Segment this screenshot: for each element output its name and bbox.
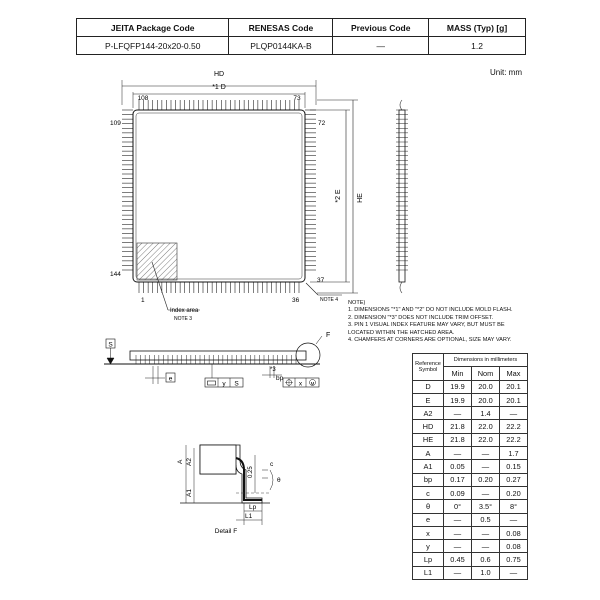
spec-cell-max: 0.15 <box>500 460 528 473</box>
spec-cell-nom: — <box>472 526 500 539</box>
pin-72-label: 72 <box>318 120 326 127</box>
note-item-5: 4. CHAMFERS AT CORNERS ARE OPTIONAL, SIZE MAY VARY. <box>348 337 512 344</box>
note-item-3: 3. PIN 1 VISUAL INDEX FEATURE MAY VARY, BUT MUST BE <box>348 322 505 329</box>
edge-side-view <box>396 100 408 293</box>
jeita-header: JEITA Package Code <box>77 19 229 37</box>
unit-label: Unit: mm <box>490 68 522 77</box>
jeita-value: P-LFQFP144-20x20-0.50 <box>77 37 229 55</box>
detail-l1-label: L1 <box>245 513 253 520</box>
index-hatched-area <box>137 243 177 280</box>
spec-cell-min: 21.8 <box>444 433 472 446</box>
spec-cell-sym: D <box>413 380 444 393</box>
spec-cell-max: — <box>500 513 528 526</box>
spec-cell-sym: E <box>413 393 444 406</box>
spec-cell-max: 0.20 <box>500 486 528 499</box>
renesas-value: PLQP0144KA-B <box>229 37 333 55</box>
spec-cell-max: 0.75 <box>500 553 528 566</box>
spec-ref-header: Reference Symbol <box>413 354 444 381</box>
spec-cell-sym: L1 <box>413 566 444 579</box>
spec-cell-min: — <box>444 513 472 526</box>
pin-36-label: 36 <box>292 297 300 304</box>
detail-a1-label: A1 <box>186 489 193 497</box>
spec-cell-nom: 0.5 <box>472 513 500 526</box>
spec-cell-max: 20.1 <box>500 393 528 406</box>
spec-max-header: Max <box>500 367 528 380</box>
spec-nom-header: Nom <box>472 367 500 380</box>
spec-cell-min: 0.45 <box>444 553 472 566</box>
table-row <box>413 540 528 553</box>
star3-label: *3 <box>270 367 276 373</box>
spec-cell-max: — <box>500 566 528 579</box>
note-item-2: 2. DIMENSION "*3" DOES NOT INCLUDE TRIM OFFSET. <box>348 314 494 321</box>
detail-a2-label: A2 <box>186 458 193 466</box>
spec-dims-header: Dimensions in millimeters <box>444 354 528 367</box>
flatness-y: y <box>222 380 226 388</box>
d-label: *1 D <box>212 84 226 91</box>
table-row <box>413 447 528 460</box>
hd-label: HD <box>213 71 225 78</box>
theta-arc <box>270 470 273 490</box>
top-view <box>110 71 364 322</box>
spec-cell-min: 0.09 <box>444 486 472 499</box>
spec-cell-sym: A1 <box>413 460 444 473</box>
detail-f-leader <box>316 336 322 344</box>
pin-109-label: 109 <box>110 120 121 127</box>
spec-cell-min: — <box>444 447 472 460</box>
spec-cell-min: 21.8 <box>444 420 472 433</box>
table-row <box>413 513 528 526</box>
bp-label: bp <box>276 375 284 382</box>
spec-cell-max: 1.7 <box>500 447 528 460</box>
table-row <box>413 380 528 393</box>
note-item-4: LOCATED WITHIN THE HATCHED AREA. <box>348 329 455 336</box>
spec-cell-nom: 1.0 <box>472 566 500 579</box>
mass-value: 1.2 <box>429 37 526 55</box>
flatness-s: S <box>234 380 239 388</box>
side-body <box>130 351 306 360</box>
spec-cell-min: 0.05 <box>444 460 472 473</box>
spec-cell-nom: 0.6 <box>472 553 500 566</box>
table-row <box>413 526 528 539</box>
spec-cell-sym: θ <box>413 500 444 513</box>
notes-block <box>348 300 513 344</box>
detail-gauge-label: 0.25 <box>248 466 254 478</box>
detail-f-ref: F <box>326 332 331 339</box>
pin-144-label: 144 <box>110 271 121 278</box>
table-row <box>413 500 528 513</box>
spec-cell-min: 0.17 <box>444 473 472 486</box>
datum-s-arrow <box>107 348 114 364</box>
detail-a-label: A <box>177 459 184 464</box>
spec-cell-nom: 20.0 <box>472 380 500 393</box>
spec-cell-min: 19.9 <box>444 393 472 406</box>
spec-cell-max: 20.1 <box>500 380 528 393</box>
mass-header: MASS (Typ) [g] <box>429 19 526 37</box>
previous-header: Previous Code <box>333 19 429 37</box>
spec-cell-min: — <box>444 540 472 553</box>
pin-37-label: 37 <box>317 277 325 284</box>
previous-value: — <box>333 37 429 55</box>
leads-top <box>139 100 299 110</box>
pin-108-label: 108 <box>137 95 149 102</box>
spec-cell-sym: Lp <box>413 553 444 566</box>
spec-cell-max: 8° <box>500 500 528 513</box>
spec-cell-max: — <box>500 407 528 420</box>
table-row <box>413 407 528 420</box>
spec-cell-sym: HE <box>413 433 444 446</box>
spec-cell-sym: A2 <box>413 407 444 420</box>
notes-title: NOTE) <box>348 300 366 306</box>
leads-left <box>122 110 133 270</box>
mmc-m: M <box>310 380 315 386</box>
spec-cell-sym: y <box>413 540 444 553</box>
spec-cell-sym: A <box>413 447 444 460</box>
he-label: HE <box>357 193 364 203</box>
pin-73-label: 73 <box>293 95 301 102</box>
index-area-label: Index area <box>170 308 199 314</box>
leads-right <box>305 110 316 270</box>
spec-cell-nom: — <box>472 486 500 499</box>
note4-label: NOTE 4 <box>320 297 339 303</box>
dimensions-table <box>412 353 528 580</box>
front-side-view <box>104 332 330 388</box>
spec-cell-nom: 20.0 <box>472 393 500 406</box>
spec-cell-nom: 22.0 <box>472 420 500 433</box>
detail-body <box>200 445 236 474</box>
note-item-1: 1. DIMENSIONS "*1" AND "*2" DO NOT INCLUDE MOLD FLASH. <box>348 307 513 314</box>
detail-f-title: Detail F <box>214 528 238 535</box>
table-row <box>413 553 528 566</box>
spec-cell-sym: HD <box>413 420 444 433</box>
detail-f-view <box>177 445 281 535</box>
table-row <box>413 566 528 579</box>
table-row <box>413 420 528 433</box>
spec-cell-nom: — <box>472 460 500 473</box>
spec-cell-min: — <box>444 566 472 579</box>
spec-cell-sym: e <box>413 513 444 526</box>
detail-theta-label: θ <box>277 477 281 484</box>
spec-cell-nom: 22.0 <box>472 433 500 446</box>
leads-bottom <box>139 282 299 293</box>
spec-cell-max: 22.2 <box>500 420 528 433</box>
note3-label: NOTE 3 <box>174 316 193 322</box>
renesas-header: RENESAS Code <box>229 19 333 37</box>
table-row <box>413 433 528 446</box>
spec-cell-min: 19.9 <box>444 380 472 393</box>
spec-cell-nom: 1.4 <box>472 407 500 420</box>
spec-cell-nom: — <box>472 447 500 460</box>
spec-cell-max: 22.2 <box>500 433 528 446</box>
spec-cell-nom: 3.5° <box>472 500 500 513</box>
e-pitch-label: e <box>168 375 173 383</box>
spec-cell-nom: 0.20 <box>472 473 500 486</box>
spec-cell-max: 0.27 <box>500 473 528 486</box>
detail-c-label: c <box>270 461 274 468</box>
table-row <box>413 473 528 486</box>
table-row <box>413 393 528 406</box>
spec-cell-min: — <box>444 526 472 539</box>
spec-header-row-1 <box>413 354 528 367</box>
e-label: *2 E <box>335 189 342 203</box>
spec-cell-min: 0° <box>444 500 472 513</box>
spec-cell-sym: c <box>413 486 444 499</box>
position-x: x <box>298 380 303 388</box>
spec-cell-max: 0.08 <box>500 540 528 553</box>
table-row <box>413 460 528 473</box>
spec-cell-sym: bp <box>413 473 444 486</box>
detail-lp-label: Lp <box>249 504 257 511</box>
note4-leader <box>306 283 318 295</box>
spec-cell-min: — <box>444 407 472 420</box>
spec-cell-max: 0.08 <box>500 526 528 539</box>
table-row <box>413 486 528 499</box>
spec-cell-sym: x <box>413 526 444 539</box>
spec-cell-nom: — <box>472 540 500 553</box>
datum-s-label: S <box>108 341 113 349</box>
spec-min-header: Min <box>444 367 472 380</box>
pin-1-label: 1 <box>141 297 145 304</box>
